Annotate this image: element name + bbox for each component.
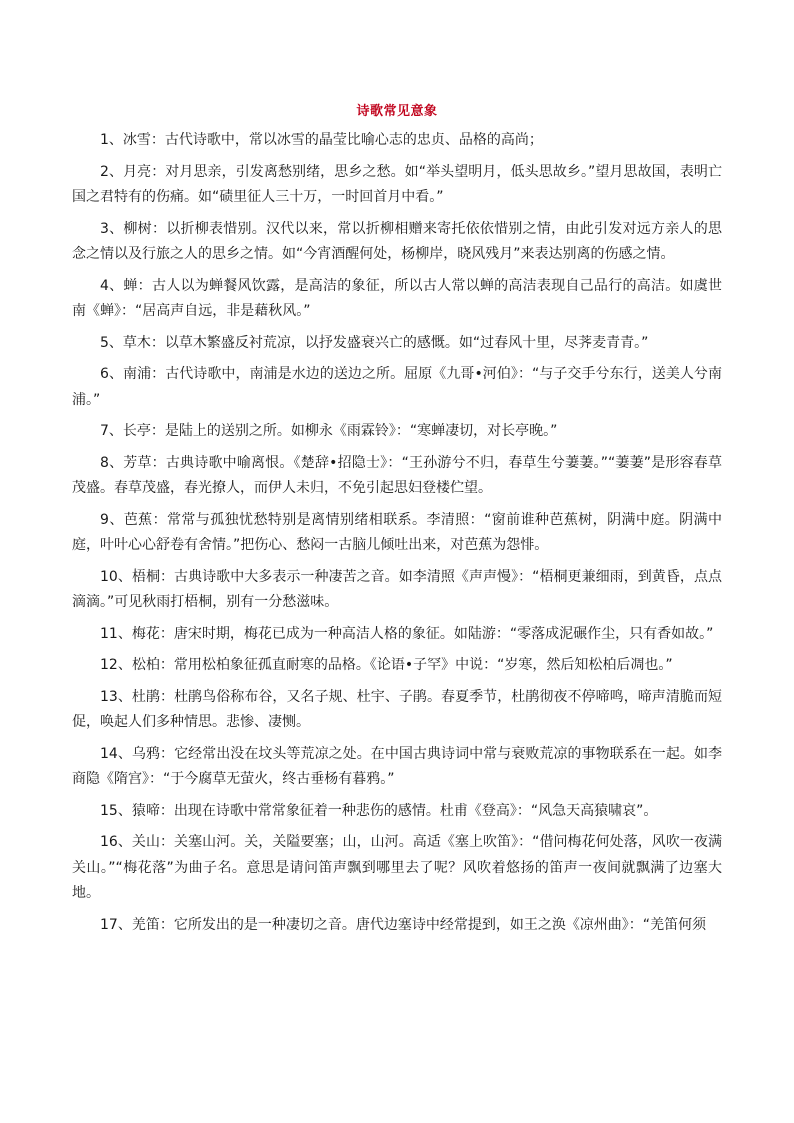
entry-bajiao: 9、芭蕉：常常与孤独忧愁特别是离情别绪相联系。李清照：“窗前谁种芭蕉树，阴满中庭。阴满中庭，叶叶心心舒卷有舍情。”把伤心、愁闷一古脑儿倾吐出来，对芭蕉为怨悱。 [72, 511, 722, 553]
entry-liushu: 3、柳树：以折柳表惜别。汉代以来，常以折柳相赠来寄托依依惜别之情，由此引发对远方亲人的思念之情以及行旅之人的思乡之情。如“今宵酒醒何处，杨柳岸，晓风残月”来表达别离的伤感之情。 [72, 220, 722, 262]
entry-caomu: 5、草木：以草木繁盛反衬荒凉，以抒发盛衰兴亡的感慨。如“过春风十里，尽荠麦青青。” [100, 334, 649, 351]
entry-changting: 7、长亭：是陆上的送别之所。如柳永《雨霖铃》：“寒蝉凄切，对长亭晚。” [100, 423, 558, 439]
entry-bingxue: 1、冰雪：古代诗歌中，常以冰雪的晶莹比喻心志的忠贞、品格的高尚； [100, 132, 543, 148]
entry-qiangdi: 17、羌笛：它所发出的是一种凄切之音。唐代边塞诗中经常提到，如王之涣《凉州曲》：“羌笛何须 [100, 916, 707, 933]
page-title: 诗歌常见意象 [356, 104, 438, 119]
entry-guanshan: 16、关山：关塞山河。关，关隘要塞；山，山河。高适《塞上吹笛》：“借问梅花何处落，风吹一夜满关山。”“梅花落”为曲子名。意思是请问笛声飘到哪里去了呢？风吹着悠扬的笛声一夜间就飘满了边塞大地。 [72, 834, 722, 901]
entry-dujuan: 13、杜鹃：杜鹃鸟俗称布谷，又名子规、杜宇、子鹃。春夏季节，杜鹃彻夜不停啼鸣，啼声清脆而短促，唤起人们多种情思。悲惨、凄恻。 [72, 688, 722, 730]
entry-chan: 4、蝉：古人以为蝉餐风饮露，是高洁的象征，所以古人常以蝉的高洁表现自己品行的高洁。如虞世南《蝉》：“居高声自远，非是藉秋风。” [72, 277, 722, 319]
entry-songbai: 12、松柏：常用松柏象征孤直耐寒的品格。《论语•子罕》中说：“岁寒，然后知松柏后凋也。” [100, 657, 673, 673]
entry-wuya: 14、乌鸦：它经常出没在坟头等荒凉之处。在中国古典诗词中常与衰败荒凉的事物联系在一起。如李商隐《隋宫》：“于今腐草无萤火，终古垂杨有暮鸦。” [72, 745, 722, 787]
entry-yueliang: 2、月亮：对月思亲，引发离愁别绪，思乡之愁。如“举头望明月，低头思故乡。”望月思故国，表明亡国之君特有的伤痛。如“碛里征人三十万，一时回首月中看。” [72, 163, 722, 205]
entry-fangcao: 8、芳草：古典诗歌中喻离恨。《楚辞•招隐士》：“王孙游兮不归，春草生兮萋萋。”“萋萋”是形容春草茂盛。春草茂盛，春光撩人，而伊人未归，不免引起思妇登楼伫望。 [72, 454, 722, 496]
entry-list [72, 128, 722, 944]
entry-nanpu: 6、南浦：古代诗歌中，南浦是水边的送边之所。屈原《九哥•河伯》：“与子交手兮东行，送美人兮南浦。” [72, 366, 722, 408]
entry-yuanti: 15、猿啼：出现在诗歌中常常象征着一种悲伤的感情。杜甫《登高》：“风急天高猿啸哀”。 [100, 802, 658, 819]
entry-meihua: 11、梅花：唐宋时期，梅花已成为一种高洁人格的象征。如陆游：“零落成泥碾作尘，只有香如故。” [100, 625, 714, 642]
entry-wutong: 10、梧桐：古典诗歌中大多表示一种凄苦之音。如李清照《声声慢》：“梧桐更兼细雨，到黄昏，点点滴滴。”可见秋雨打梧桐，别有一分愁滋味。 [72, 568, 722, 610]
